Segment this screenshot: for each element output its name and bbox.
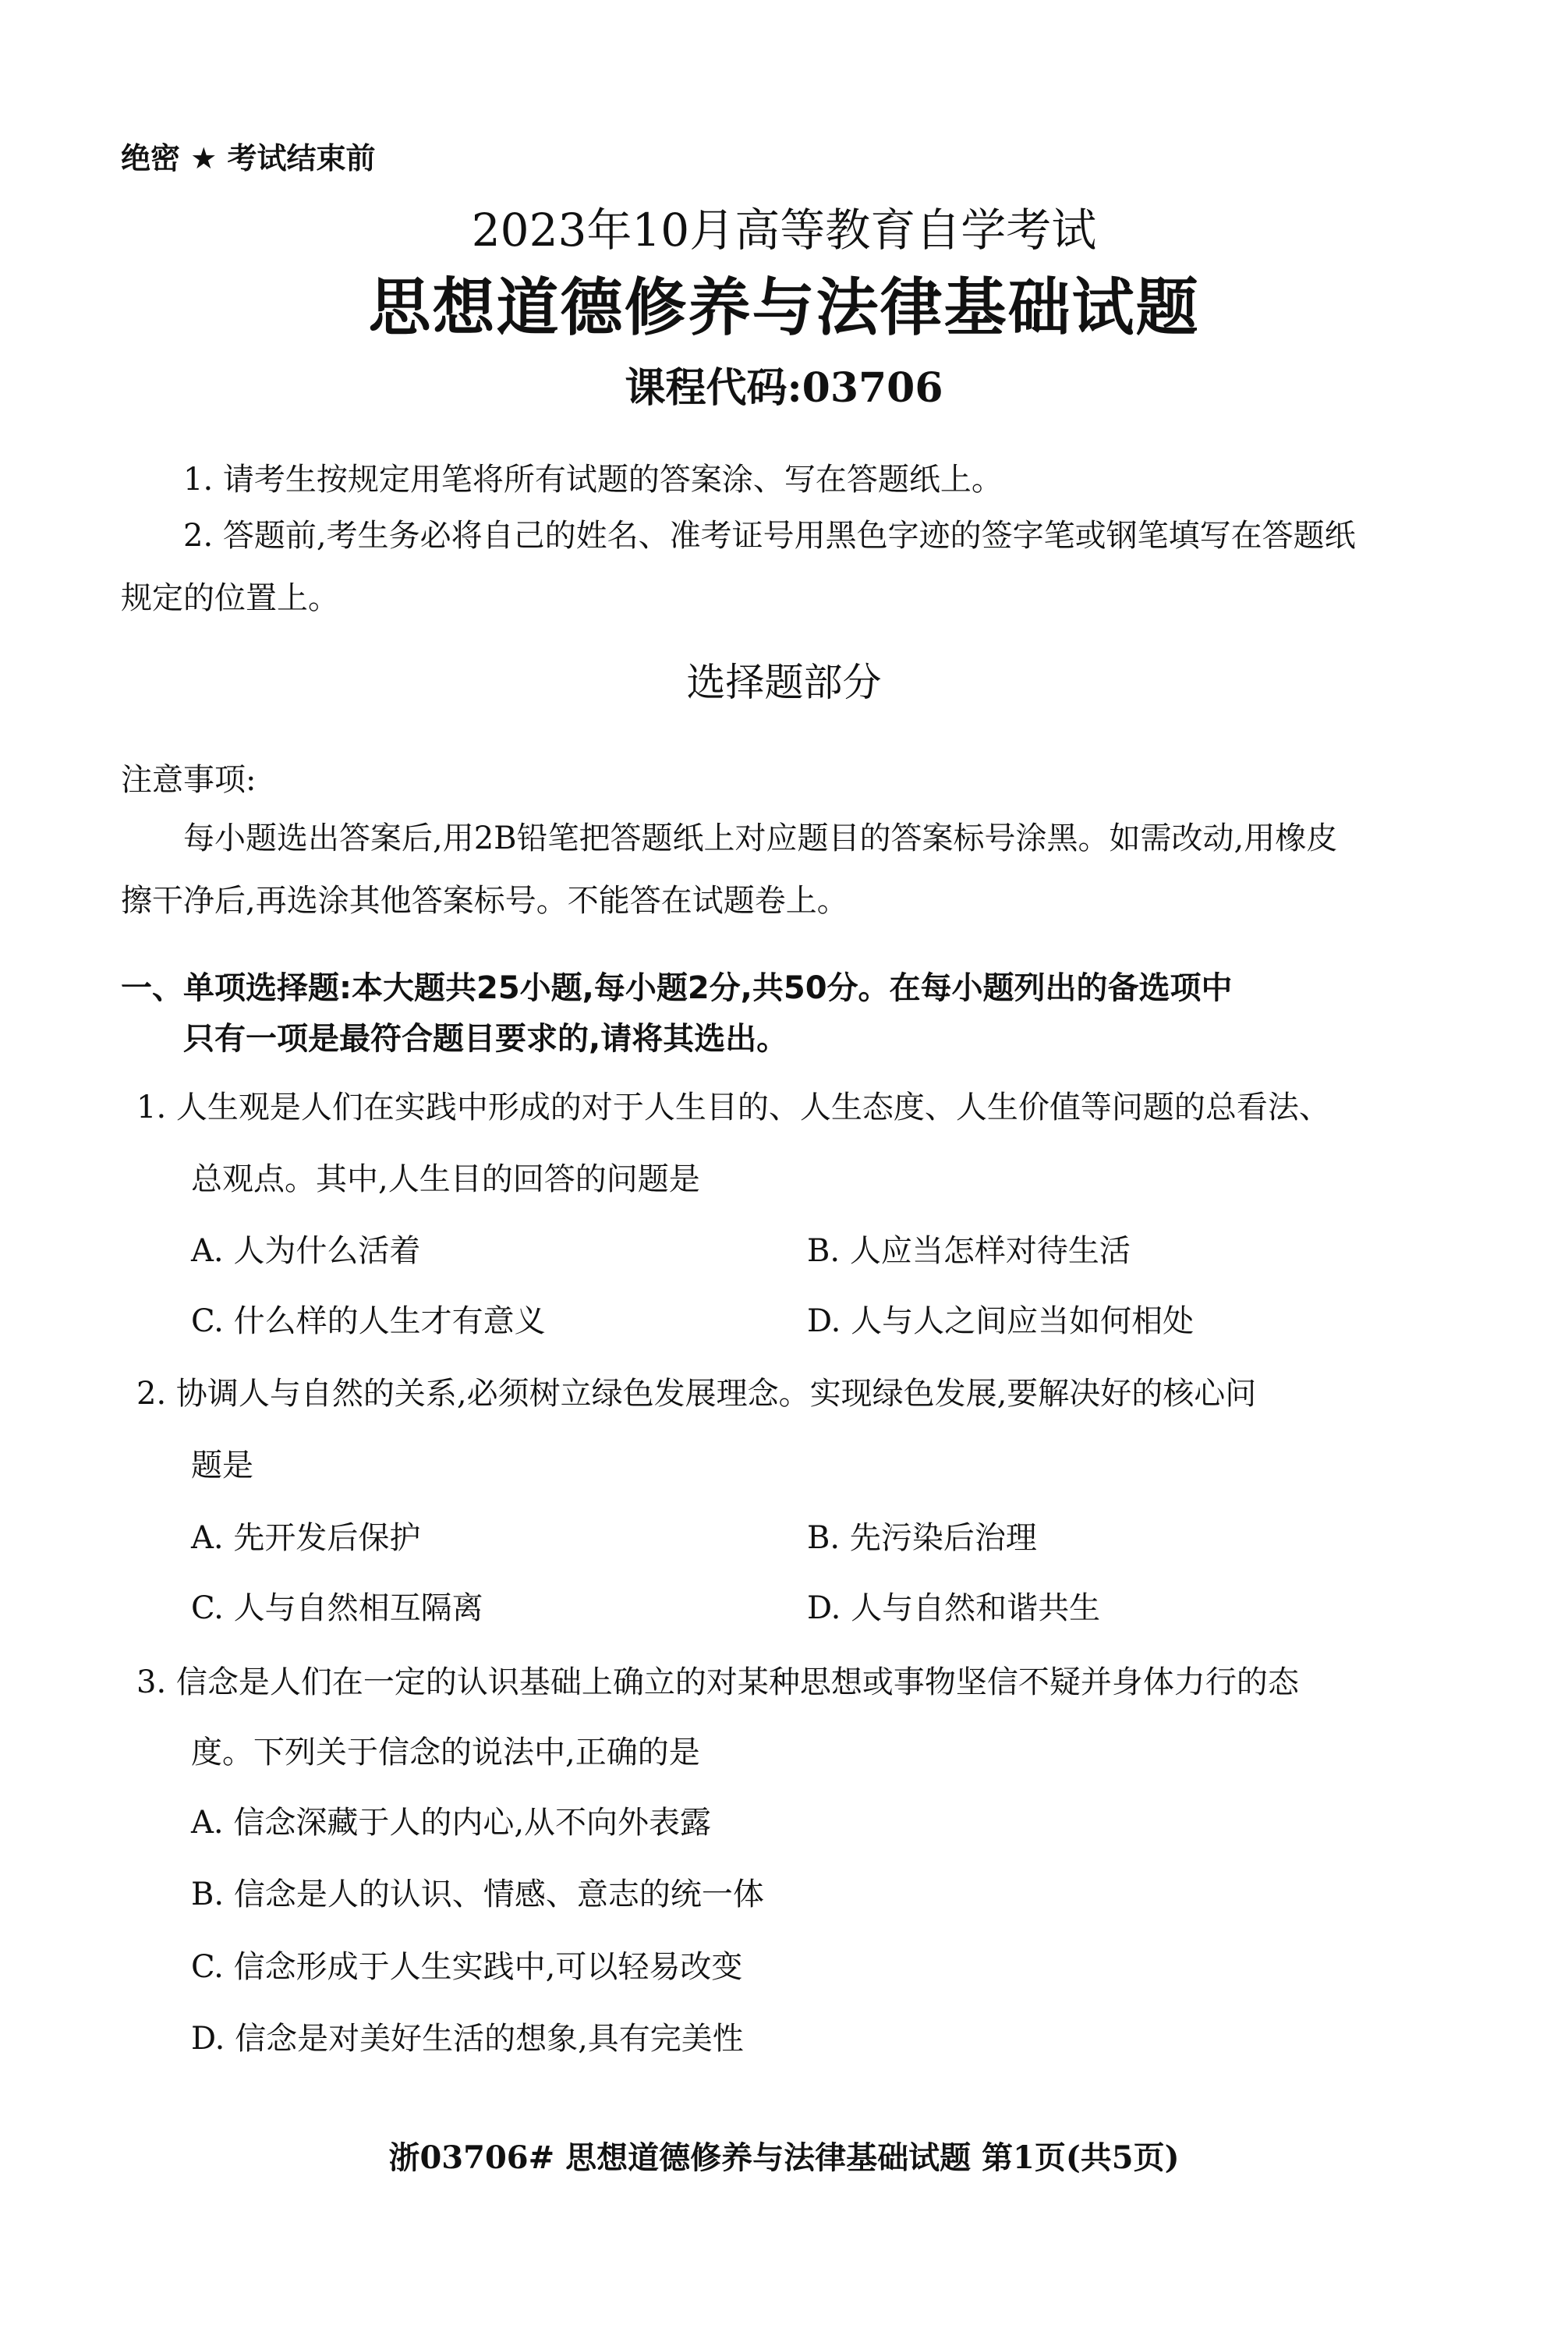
question-1-option-a: A. 人为什么活着 (191, 1233, 421, 1269)
question-2-stem-line-2: 题是 (191, 1448, 253, 1483)
question-2-option-d: D. 人与自然和谐共生 (807, 1590, 1101, 1626)
question-3-option-a: A. 信念深藏于人的内心,从不向外表露 (191, 1805, 712, 1841)
question-1-option-c: C. 什么样的人生才有意义 (191, 1303, 546, 1339)
question-2-stem-line-1: 2. 协调人与自然的关系,必须树立绿色发展理念。实现绿色发展,要解决好的核心问 (136, 1376, 1257, 1412)
question-3-option-d: D. 信念是对美好生活的想象,具有完美性 (191, 2021, 744, 2057)
question-2-option-a: A. 先开发后保护 (191, 1520, 421, 1556)
part-one-heading-line-1: 一、单项选择题:本大题共25小题,每小题2分,共50分。在每小题列出的备选项中 (121, 970, 1233, 1006)
notes-label: 注意事项: (121, 762, 257, 798)
instruction-1: 1. 请考生按规定用笔将所有试题的答案涂、写在答题纸上。 (183, 462, 1003, 498)
instruction-2-line-2: 规定的位置上。 (121, 580, 339, 616)
classification-label: 绝密 ★ 考试结束前 (121, 141, 376, 175)
course-code: 课程代码:03706 (625, 364, 943, 412)
question-1-option-d: D. 人与人之间应当如何相处 (807, 1303, 1195, 1339)
section-title: 选择题部分 (686, 660, 882, 705)
question-2-option-c: C. 人与自然相互隔离 (191, 1590, 483, 1626)
question-1-option-b: B. 人应当怎样对待生活 (807, 1233, 1131, 1269)
question-1-stem-line-2: 总观点。其中,人生目的回答的问题是 (191, 1161, 700, 1197)
part-one-heading-line-2: 只有一项是最符合题目要求的,请将其选出。 (183, 1021, 788, 1057)
notes-line-1: 每小题选出答案后,用2B铅笔把答题纸上对应题目的答案标号涂黑。如需改动,用橡皮 (183, 820, 1338, 856)
question-3-option-c: C. 信念形成于人生实践中,可以轻易改变 (191, 1949, 743, 1985)
instruction-2-line-1: 2. 答题前,考生务必将自己的姓名、准考证号用黑色字迹的签字笔或钢笔填写在答题纸 (183, 518, 1356, 554)
question-2-option-b: B. 先污染后治理 (807, 1520, 1037, 1556)
question-1-stem-line-1: 1. 人生观是人们在实践中形成的对于人生目的、人生态度、人生价值等问题的总看法、 (136, 1090, 1330, 1125)
page-footer: 浙03706# 思想道德修养与法律基础试题 第1页(共5页) (388, 2139, 1180, 2176)
exam-session-title: 2023年10月高等教育自学考试 (471, 204, 1097, 257)
question-3-option-b: B. 信念是人的认识、情感、意志的统一体 (191, 1877, 764, 1912)
notes-line-2: 擦干净后,再选涂其他答案标号。不能答在试题卷上。 (121, 883, 848, 919)
paper-title: 思想道德修养与法律基础试题 (368, 271, 1200, 344)
question-3-stem-line-2: 度。下列关于信念的说法中,正确的是 (191, 1735, 700, 1770)
question-3-stem-line-1: 3. 信念是人们在一定的认识基础上确立的对某种思想或事物坚信不疑并身体力行的态 (136, 1664, 1299, 1700)
